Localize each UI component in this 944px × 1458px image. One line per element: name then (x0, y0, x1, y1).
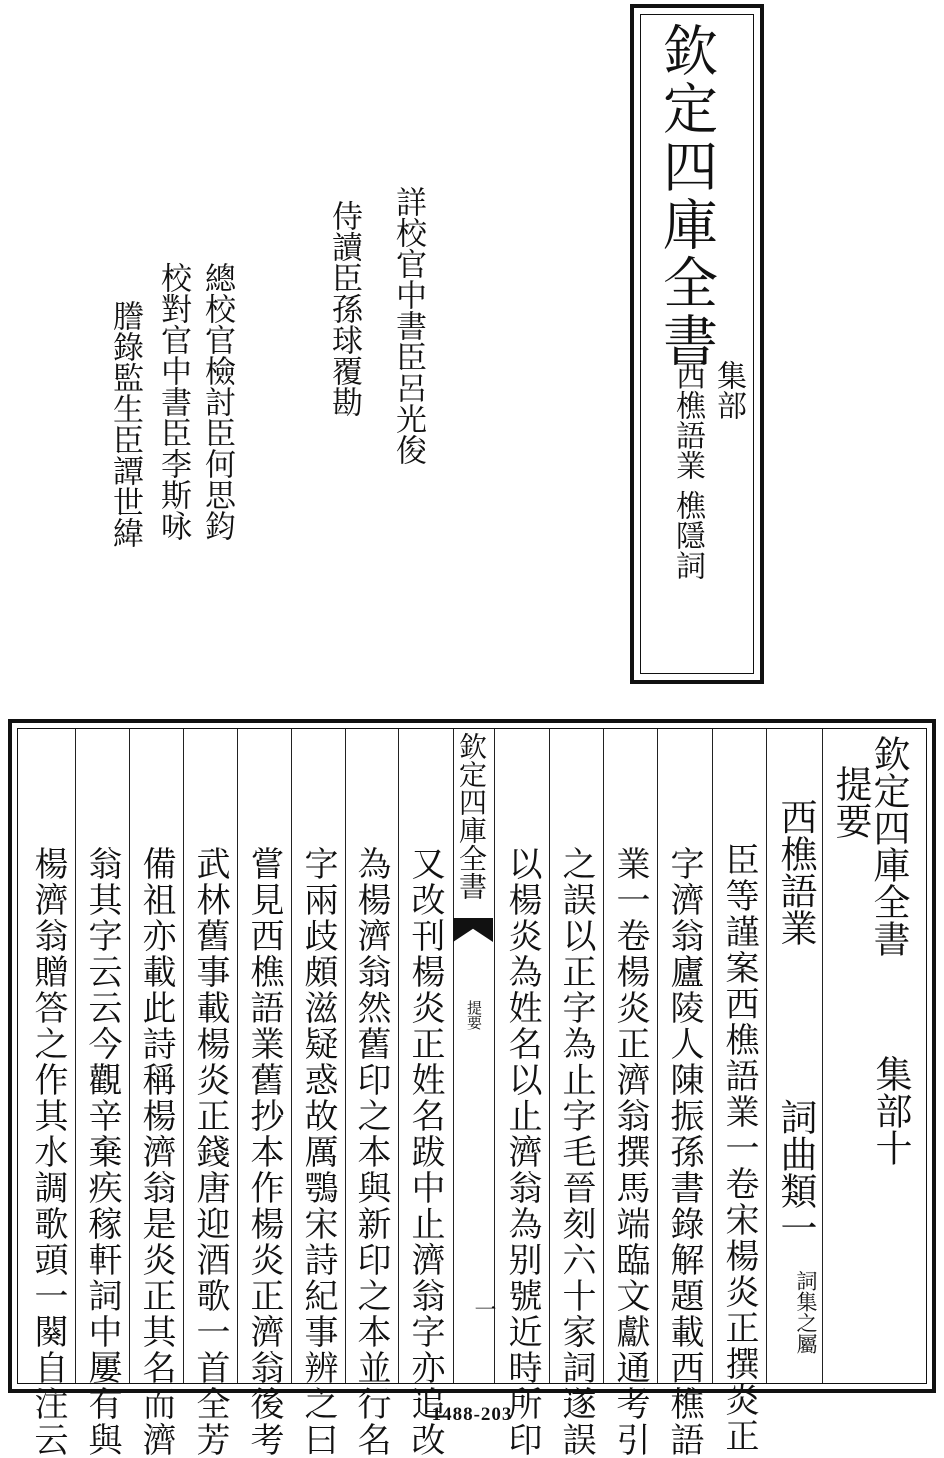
page-number: 1488-203 (431, 1404, 513, 1425)
body-column: 字兩歧頗滋疑惑故厲鶚宋詩紀事辨之曰 (298, 846, 338, 1458)
body-column: 為楊濟翁然舊印之本與新印之本並行名 (351, 846, 391, 1458)
official-line: 總校官檢討臣何思鈞 (199, 262, 235, 541)
official-line: 侍讀臣孫球覆勘 (326, 200, 362, 417)
column-rule (657, 729, 658, 1383)
margin-section: 提要 (465, 1000, 483, 1030)
column-rule (398, 729, 399, 1383)
column-rule (603, 729, 604, 1383)
body-column: 翁其字云云今觀辛棄疾稼軒詞中屢有與 (82, 846, 122, 1458)
body-column: 武林舊事載楊炎正錢唐迎酒歌一首全芳 (190, 846, 230, 1458)
official-line: 校對官中書臣李斯咏 (155, 262, 191, 541)
margin-folio: 一 (471, 1298, 496, 1320)
body-column: 楊濟翁贈答之作其水調歌頭一闋自注云 (28, 846, 68, 1458)
column-rule (712, 729, 713, 1383)
column-rule (549, 729, 550, 1383)
column-rule (766, 729, 767, 1383)
column-rule (75, 729, 76, 1383)
margin-title: 欽定四庫全書 (455, 732, 488, 900)
page-header: 欽定四庫全書 (867, 735, 910, 957)
column-rule (129, 729, 130, 1383)
body-column: 備祖亦載此詩稱楊濟翁是炎正其名而濟 (136, 846, 176, 1458)
body-column: 之誤以正字為止字毛晉刻六十家詞遂誤 (556, 846, 596, 1458)
body-column: 字濟翁廬陵人陳振孫書錄解題載西樵語 (664, 846, 704, 1458)
body-column: 業一卷楊炎正濟翁撰馬端臨文獻通考引 (610, 846, 650, 1458)
column-rule (291, 729, 292, 1383)
official-line: 詳校官中書臣呂光俊 (390, 186, 426, 465)
column-rule (345, 729, 346, 1383)
cover-book-title: 西樵語業 (670, 360, 705, 480)
column-rule (822, 729, 823, 1383)
section-label: 集部十 (869, 1055, 912, 1166)
category-note: 詞集之屬 (794, 1270, 818, 1354)
body-column: 又改刊楊炎正姓名跋中止濟翁字亦追改 (405, 846, 445, 1458)
cover-title: 欽定四庫全書 (654, 22, 718, 370)
column-rule (237, 729, 238, 1383)
column-rule (183, 729, 184, 1383)
cover-section: 集部 (711, 360, 746, 420)
category: 詞曲類一 (774, 1098, 817, 1246)
cover-category: 樵隱詞 (670, 490, 705, 580)
book-title: 西樵語業 (774, 798, 817, 946)
body-column: 以楊炎為姓名以止濟翁為别號近時所印 (502, 846, 542, 1458)
official-line: 謄錄監生臣譚世緯 (107, 300, 143, 548)
body-column: 臣等謹案西樵語業一卷宋楊炎正撰炎正 (719, 842, 759, 1454)
tiyao-heading: 提要 (829, 765, 872, 839)
body-column: 嘗見西樵語業舊抄本作楊炎正濟翁後考 (244, 846, 284, 1458)
